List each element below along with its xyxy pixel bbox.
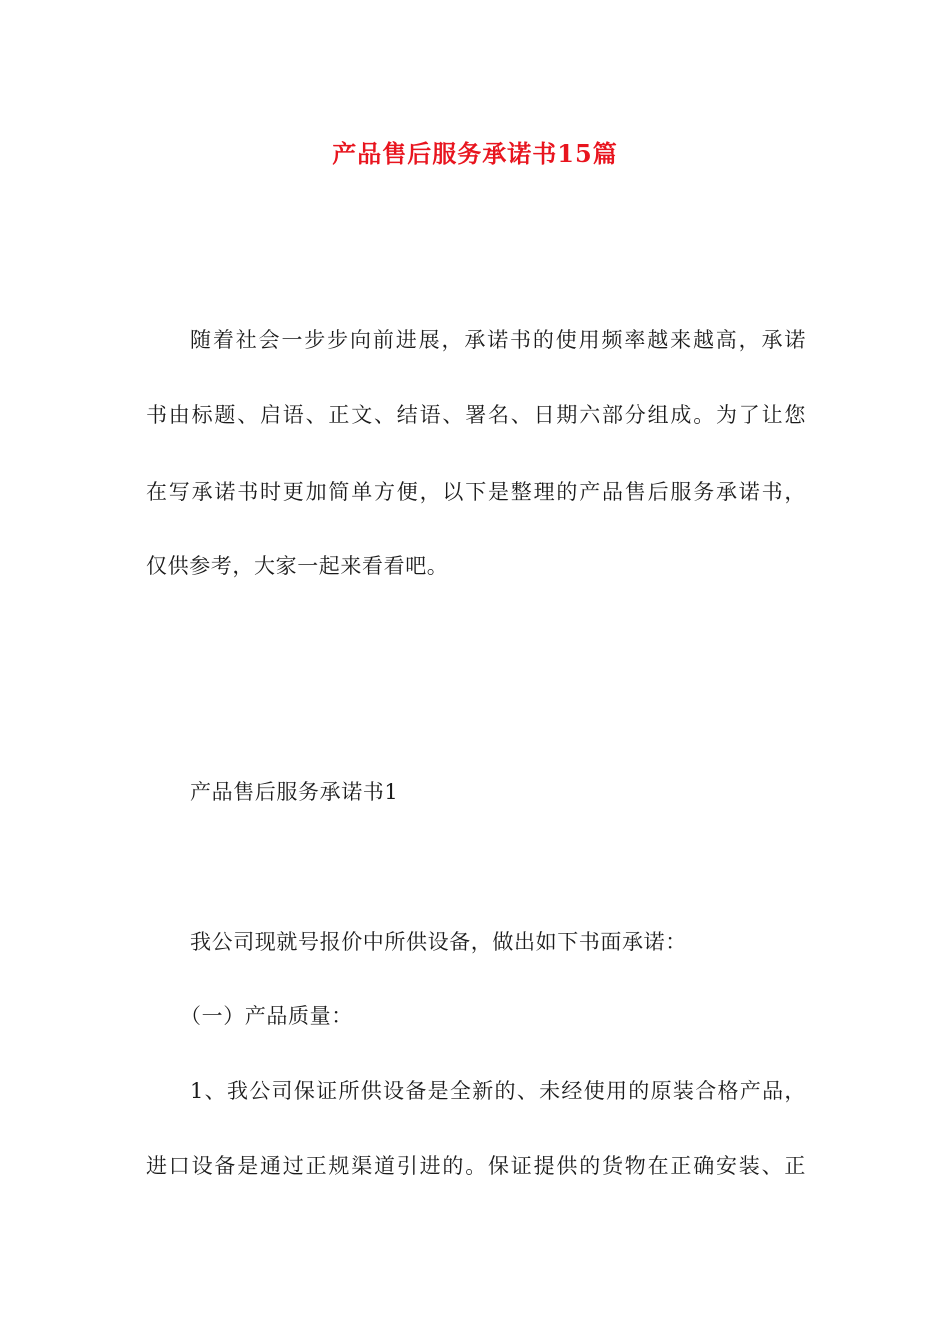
body-subheading: （一）产品质量：	[180, 1004, 353, 1028]
intro-paragraph-line: 书由标题、启语、正文、结语、署名、日期六部分组成。为了让您	[146, 403, 806, 427]
intro-paragraph-line: 随着社会一步步向前进展，承诺书的使用频率越来越高，承诺	[190, 328, 806, 352]
intro-paragraph-line: 在写承诺书时更加简单方便，以下是整理的产品售后服务承诺书，	[146, 480, 806, 504]
body-paragraph-line: 1、我公司保证所供设备是全新的、未经使用的原装合格产品，	[190, 1079, 806, 1103]
document-title: 产品售后服务承诺书15篇	[332, 139, 618, 168]
body-paragraph-line: 我公司现就号报价中所供设备，做出如下书面承诺：	[190, 930, 687, 954]
body-paragraph-line: 进口设备是通过正规渠道引进的。保证提供的货物在正确安装、正	[146, 1154, 806, 1178]
intro-paragraph-line: 仅供参考，大家一起来看看吧。	[146, 554, 449, 578]
section-heading: 产品售后服务承诺书1	[190, 780, 399, 804]
